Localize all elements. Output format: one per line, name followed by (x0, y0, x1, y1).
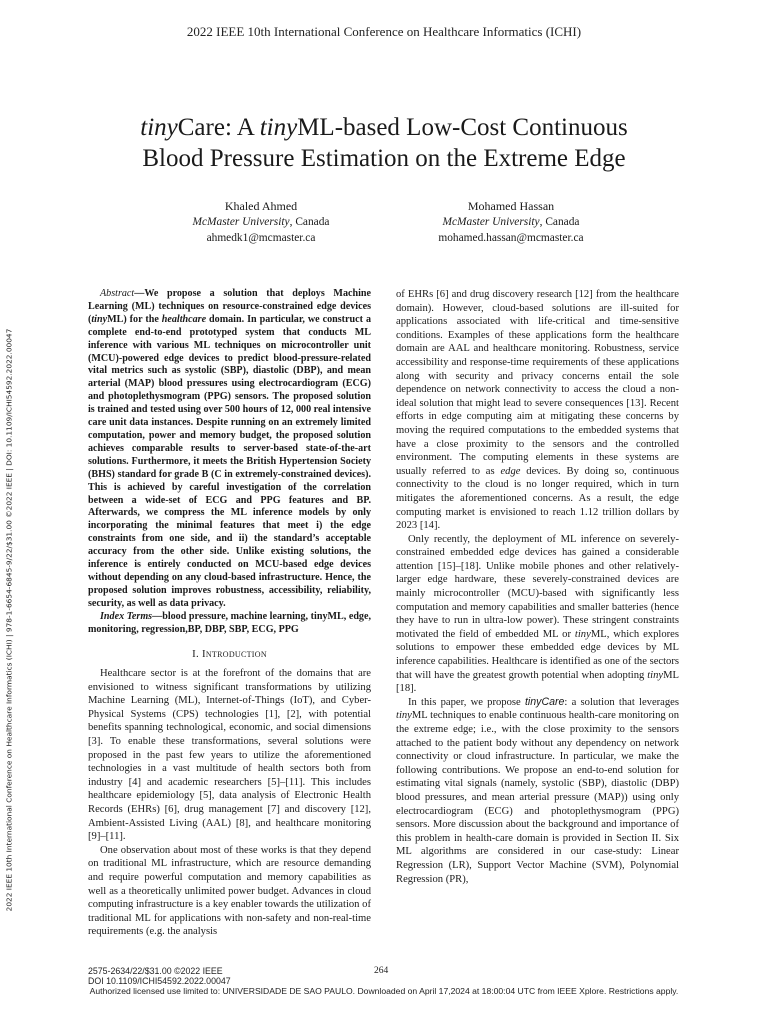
affiliation-university: McMaster University (192, 216, 290, 228)
title-line-1 (40, 112, 728, 143)
abstract-healthcare: healthcare (161, 313, 207, 325)
right-paragraph-1 (396, 288, 679, 533)
abstract-label: Abstract (100, 288, 135, 299)
right-p2-text-3: ML [18]. (396, 669, 679, 695)
author-name: Khaled Ahmed (224, 199, 298, 213)
title-tiny-2: tiny (259, 114, 298, 141)
title-care: Care: A (177, 114, 260, 141)
footer-doi: DOI 10.1109/ICHI54592.2022.00047 (88, 976, 231, 986)
license-notice: Authorized licensed use limited to: UNIVERSIDADE DE SAO PAULO. Downloaded on April 17,2024 at 18:00:04 UTC from IEEE Xplore. Restrictions apply. (89, 986, 679, 996)
right-paragraph-3 (396, 696, 679, 886)
right-p3-text-3: ML techniques to enable continuous health-care monitoring on the extreme edge; i.e., with the close proximity to the sensors attached to the patient body without any dependency on network connectivity or cloud infrastructure. In particular, we make the following contributions. We propose an end-to-end solution for estimating vital signals (namely, systolic (SBP), diastolic (DBP) blood pressures, and mean arterial pressure (MAP)) using only electrocardiogram (ECG) and photoplethysmogram (PPG) sensors. More discussion about the background and importance of this problem in health-care domain is provided in Section II. Six ML algorithms are considered in our case-study: Linear Regression (LR), Support Vector Machine (SVM), Polynomial Regression (PR), (396, 710, 679, 885)
affiliation-university: McMaster University (442, 216, 540, 228)
left-column (88, 288, 371, 939)
right-p3-tinycare: tinyCare (524, 695, 565, 708)
intro-paragraph-1: Healthcare sector is at the forefront of the domains that are envisioned to witness significant transformations by utilizing Machine Learning (ML), Internet-of-Things (IoT), and Cyber-Physical Systems (CPS) technologies [1], [2], with potential benefits spanning technological, economic, and social dimensions [3]. To enable these transformations, several solutions were proposed in the past few years to utilize the aforementioned technologies in a vast multitude of health sectors both from industry [4] and academic researchers [5]–[11]. This includes healthcare epidemiology [5], data analysis of Electronic Health Records (EHRs) [6], drug management [7] and discovery [12], Ambient-Assisted Living (AAL) [8], and healthcare monitoring [9]–[11]. (88, 668, 371, 843)
author-email: ahmedk1@mcmaster.ca (206, 232, 316, 244)
abstract-text-3: domain. In particular, we construct a complete end-to-end prototyped system that conducts ML inference with various ML techniques on microcontroller unit (MCU)-powered edge devices to predict blood-pressure-related vital metrics such as systolic (SBP), diastolic (DBP), and mean arterial (MAP) blood pressures using electrocardiogram (ECG) and photoplethysmogram (PPG) sensors. The proposed solution is trained and tested using over 500 hours of 12, 000 real intensive care unit data instances. Despite running on an extremely limited computation, power and memory budget, the proposed solution achieves comparable results to server-based state-of-the-art solutions. Furthermore, it meets the British Hypertension Society (BHS) standard for grade B (C in extremely-constrained devices). This is achieved by careful investigation of the correlation between a wide-set of ECG and PPG features and BP. Afterwards, we compress the ML inference models by only incorporating the minimal features that meet i) the edge constraints from one side, and ii) the standard’s acceptable accuracy from the other side. Unlike existing solutions, the inference is entirely conducted on MCU-based edge devices without depending on any cloud-based infrastructure. Hence, the proposed solution improves robustness, accessibility, reliability, security, as well as data privacy. (88, 313, 371, 609)
right-p1-text: of EHRs [6] and drug discovery research [12] from the healthcare domain). However, cloud-based solutions are ill-suited for applications associated with life-critical and time-sensitive conditions. Examples of these applications form the healthcare domain are AAL and healthcare monitoring. Robustness, service accessibility and response-time requirements of these applications along with security and privacy concerns entail the sole dependence on network connectivity to access the cloud a non-ideal solution that might lead to severe consequences [13]. Recent efforts in edge computing aim at mitigating these concerns by moving the required computations to the embedded systems that have a close proximity to the sensors and the controlled environment. The computing elements in these systems are usually referred to as (396, 289, 679, 477)
right-p2-tiny-1: tiny (574, 628, 591, 640)
abstract (88, 288, 371, 611)
index-terms-text: —blood pressure, machine learning, tinyML, edge, monitoring, regression,BP, DBP, SBP, ECG, PPG (88, 610, 371, 635)
author-name: Mohamed Hassan (467, 199, 555, 213)
author-affiliation (386, 214, 636, 230)
section-heading-introduction: I. Introduction (192, 648, 267, 661)
affiliation-country: , Canada (289, 216, 330, 228)
intro-paragraph-2: One observation about most of these works is that they depend on traditional ML infrastructure, which are resource demanding and require powerful computation and memory capabilities as well as a theoretically unlimited power budget. Advances in cloud computing infrastructure is a key enabler towards the utilization of traditional ML for applications with non-safety and non-real-time requirements (e.g. the analysis (88, 844, 371, 938)
author-block-2 (386, 198, 636, 246)
right-p3-text-1: In this paper, we propose (408, 696, 525, 708)
right-paragraph-2 (396, 533, 679, 696)
right-p3-tiny: tiny (396, 710, 412, 722)
conference-header: 2022 IEEE 10th International Conference on Healthcare Informatics (ICHI) (186, 24, 582, 39)
author-email: mohamed.hassan@mcmaster.ca (438, 232, 584, 244)
doi-sidebar (2, 285, 16, 955)
author-affiliation (136, 214, 386, 230)
right-p2-text-1: Only recently, the deployment of ML inference on severely-constrained embedded edge devices has gained a considerable attention [15]–[18]. Unlike mobile phones and other relatively-larger edge hardware, these severely-constrained devices are mainly microcontroller (MCU)-based with significantly less computation and memory capabilities and smaller batteries (hence they have to run in ultra-low power). These stringent constraints motivated the field of embedded ML or (396, 533, 679, 640)
right-p2-tiny-2: tiny (647, 669, 664, 681)
right-p3-text-2: : a solution that leverages (564, 696, 680, 708)
abstract-tiny: tiny (91, 313, 108, 325)
abstract-text-1: —We propose a solution that deploys Machine Learning (ML) techniques on resource-constrained edge devices ( (88, 288, 371, 325)
footer-copyright (88, 966, 231, 986)
right-p1-end: devices. By doing so, continuous connectivity to the cloud is no longer required, which in turn mitigates the aforementioned concerns. As a result, the edge computing market is envisioned to reach 1.12 trillion dollars by 2023 [14]. (396, 465, 679, 532)
footer-price: 2575-2634/22/$31.00 ©2022 IEEE (88, 966, 223, 976)
right-column (396, 288, 679, 886)
right-p2-text-2: ML, which explores solutions to empower these embedded edge devices by ML inference capabilities. Healthcare is identified as one of the sectors that will have the greatest growth potential when adopting (396, 628, 679, 681)
author-block-1 (136, 198, 386, 246)
right-p1-edge: edge (500, 465, 521, 477)
title-ml-rest: ML-based Low-Cost Continuous (297, 114, 628, 141)
doi-sidebar-text: 2022 IEEE 10th International Conference on Healthcare Informatics (ICHI) | 978-1-6654-6845-9/22/$31.00 ©2022 IEEE | DOI: 10.1109/ICHI54592.2022.00047 (4, 328, 14, 912)
paper-title (40, 112, 728, 174)
index-terms-label: Index Terms (100, 610, 153, 622)
abstract-text-2: ML) for the (107, 313, 162, 325)
title-tiny-1: tiny (140, 114, 178, 141)
title-line-2: Blood Pressure Estimation on the Extreme Edge (142, 145, 626, 172)
page-number: 264 (374, 966, 389, 976)
index-terms (88, 611, 371, 637)
affiliation-country: , Canada (539, 216, 580, 228)
